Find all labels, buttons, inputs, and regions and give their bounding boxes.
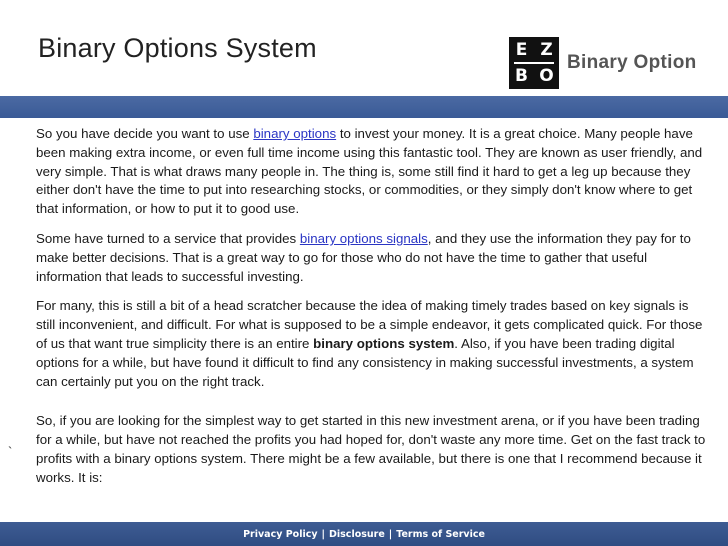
binary-options-signals-link[interactable]: binary options signals — [299, 230, 428, 246]
logo-letter: Z — [540, 40, 553, 60]
footer-links — [0, 522, 728, 546]
logo-letter: E — [515, 40, 528, 60]
article-body — [36, 125, 711, 499]
footer-separator: | — [321, 528, 326, 540]
footer-bar — [0, 522, 728, 546]
logo-letter: O — [539, 66, 554, 86]
page-title: Binary Options System — [38, 33, 317, 63]
stray-mark: ` — [8, 444, 13, 459]
ezbo-logo-icon — [509, 37, 559, 89]
disclosure-link[interactable]: Disclosure — [329, 528, 385, 540]
binary-options-system-emphasis: binary options system — [313, 335, 455, 351]
binary-options-link[interactable]: binary options — [253, 126, 337, 141]
paragraph-3: For many, this is still a bit of a head scratcher because the idea of making timely trades based on key signals is still inconvenient, and difficult. For what is supposed to be a simple endeavor, it gets complicated quick. For those of us that want true simplicity there is an entire binary options system. Also, if you have been trading digital options for a while, but have found it difficult to find any consistency in making successful investments, a system can certainly put you on the right track. — [36, 298, 703, 389]
logo-text: Binary Option — [567, 52, 697, 73]
header-band — [0, 96, 728, 118]
logo-letter: B — [515, 66, 528, 86]
slide-header — [0, 0, 728, 92]
terms-of-service-link[interactable]: Terms of Service — [396, 528, 485, 540]
footer-separator: | — [388, 528, 393, 540]
paragraph-2: Some have turned to a service that provides binary options signals, and they use the information they pay for to make better decisions. That is a great way to go for those who do not have the time to gather that useful information that leads to successful investing. — [36, 230, 691, 284]
logo — [509, 37, 697, 89]
paragraph-4: So, if you are looking for the simplest way to get started in this new investment arena, or if you have been trading for a while, but have not reached the profits you had hoped for, don't waste any more time. Get on the fast track to profits with a binary options system. There might be a few available, but there is one that I recommend because it works. It is: — [36, 413, 706, 485]
paragraph-1: So you have decide you want to use binary options to invest your money. It is a great choice. Many people have been making extra income, or even full time income using this fantastic tool. They are known as user friendly, and very simple. That is what draws many people in. The thing is, some still find it hard to get a leg up because they either don't have the time to put into researching stocks, or commodities, or they simply don't know where to get that information, or how to put it to good use. — [36, 126, 703, 217]
privacy-policy-link[interactable]: Privacy Policy — [243, 528, 318, 540]
